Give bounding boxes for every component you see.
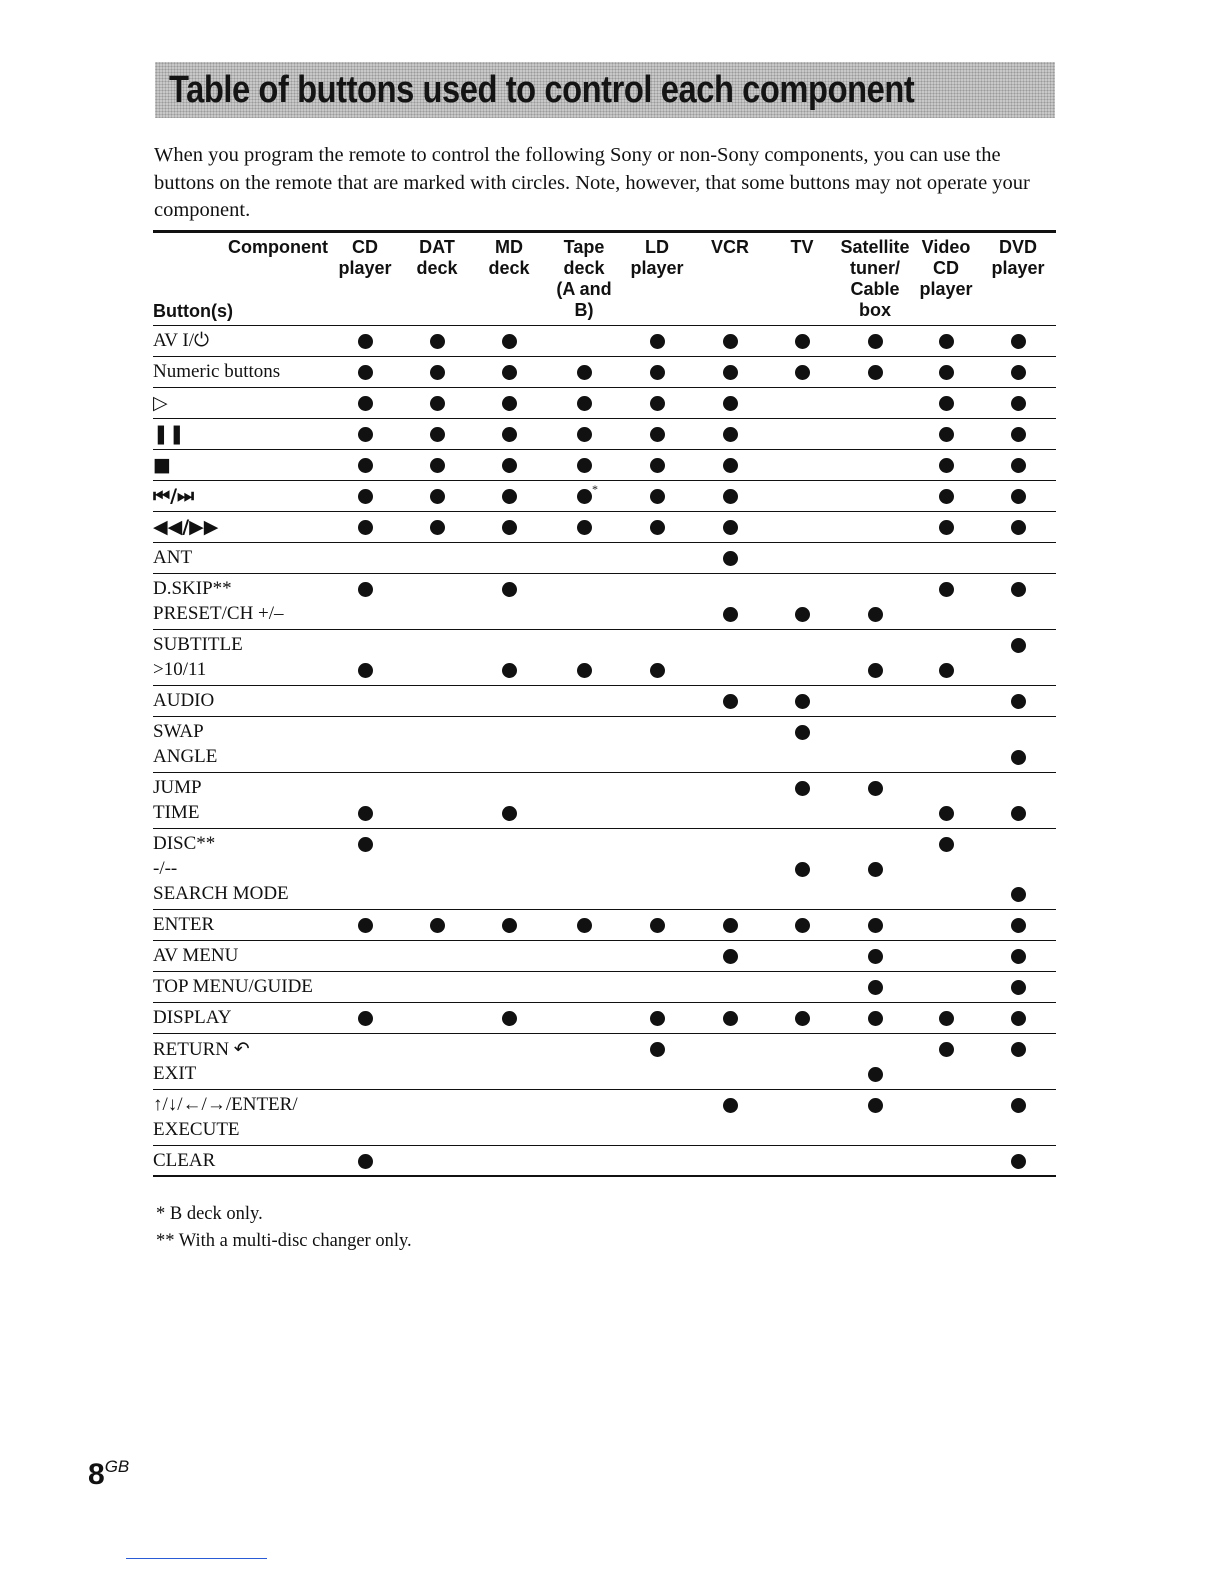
support-dot [1011, 949, 1026, 964]
button-label: TOP MENU/GUIDE [153, 975, 313, 997]
column-header-line: (A and [556, 279, 612, 299]
support-dot [795, 694, 810, 709]
button-label: ANGLE [153, 745, 218, 767]
support-dot [1011, 458, 1026, 473]
button-label: ▷ [153, 391, 168, 414]
column-header-line: player [919, 279, 973, 299]
column-header-line: deck [488, 258, 530, 278]
support-dot [430, 334, 445, 349]
support-dot [795, 365, 810, 380]
support-dot [868, 334, 883, 349]
support-dot [723, 949, 738, 964]
support-dot [868, 365, 883, 380]
support-dot [358, 1154, 373, 1169]
column-header-line: Tape [563, 237, 605, 257]
support-dot [502, 918, 517, 933]
support-dot [1011, 1011, 1026, 1026]
button-label: D.SKIP** [153, 577, 232, 599]
support-dot [868, 1011, 883, 1026]
support-dot [723, 458, 738, 473]
support-dot [1011, 520, 1026, 535]
button-label: JUMP [153, 776, 202, 798]
support-dot [577, 365, 592, 380]
support-dot [502, 427, 517, 442]
support-dot [939, 837, 954, 852]
support-dot [430, 918, 445, 933]
support-dot [650, 489, 665, 504]
support-dot [939, 663, 954, 678]
support-dot [795, 1011, 810, 1026]
support-dot [650, 1011, 665, 1026]
button-label: SWAP [153, 720, 204, 742]
support-dot [939, 520, 954, 535]
support-dot [868, 862, 883, 877]
support-dot [939, 489, 954, 504]
bottom-rule [126, 1558, 267, 1559]
support-dot [1011, 582, 1026, 597]
support-dot [723, 1011, 738, 1026]
table-header [153, 233, 1056, 326]
table-row [153, 1003, 1056, 1034]
button-label: ANT [153, 546, 193, 568]
support-dot [358, 334, 373, 349]
support-dot [430, 520, 445, 535]
support-dot [650, 520, 665, 535]
support-dot [358, 663, 373, 678]
support-dot [358, 489, 373, 504]
support-dot [723, 607, 738, 622]
support-dot [502, 806, 517, 821]
button-label: RETURN ↶ [153, 1038, 250, 1060]
support-dot [1011, 489, 1026, 504]
column-header-line: Satellite [840, 237, 910, 257]
table-row [153, 357, 1056, 388]
support-dot [650, 427, 665, 442]
button-label: ■ [153, 453, 171, 476]
support-dot [795, 862, 810, 877]
support-dot [723, 365, 738, 380]
button-label: >10/11 [153, 658, 207, 680]
support-dot [577, 663, 592, 678]
table-row [153, 1146, 1056, 1177]
table-row [153, 910, 1056, 941]
support-dot [723, 694, 738, 709]
support-dot [939, 458, 954, 473]
table-row [153, 512, 1056, 543]
button-label: ◀◀/▶▶ [153, 515, 219, 538]
support-dot [795, 918, 810, 933]
support-dot [577, 520, 592, 535]
support-dot [1011, 1154, 1026, 1169]
support-dot [795, 334, 810, 349]
support-dot [502, 663, 517, 678]
support-dot [795, 781, 810, 796]
page-suffix: GB [104, 1457, 130, 1476]
support-dot [358, 365, 373, 380]
button-label: ↑/↓/←/→/ENTER/ [153, 1093, 298, 1115]
button-label: AUDIO [153, 689, 215, 711]
button-label: ⏮/⏭ [153, 484, 195, 507]
support-dot [650, 918, 665, 933]
support-dot [868, 663, 883, 678]
title-banner [155, 62, 1055, 118]
button-label: SUBTITLE [153, 633, 243, 655]
table-row [153, 941, 1056, 972]
support-dot [1011, 1098, 1026, 1113]
support-dot [502, 582, 517, 597]
support-dot [1011, 980, 1026, 995]
support-dot [1011, 396, 1026, 411]
support-dot [502, 396, 517, 411]
table-row [153, 686, 1056, 717]
column-header-line: Video [921, 237, 971, 257]
button-label: Numeric buttons [153, 360, 281, 382]
column-header-line: CD [352, 237, 378, 257]
support-dot [1011, 694, 1026, 709]
support-dot [650, 663, 665, 678]
button-label: DISC** [153, 832, 216, 854]
support-dot [650, 458, 665, 473]
support-dot [939, 806, 954, 821]
support-dot [868, 607, 883, 622]
support-dot [868, 949, 883, 964]
footnote: * B deck only. [156, 1204, 263, 1224]
support-dot [868, 980, 883, 995]
support-dot [502, 1011, 517, 1026]
support-dot [430, 365, 445, 380]
table-row [153, 829, 1056, 910]
table-row [153, 388, 1056, 419]
support-dot [577, 489, 592, 504]
support-dot [502, 458, 517, 473]
button-label: SEARCH MODE [153, 882, 289, 904]
support-dot [502, 365, 517, 380]
button-label: TIME [153, 801, 200, 823]
column-header-line: Cable [850, 279, 900, 299]
support-dot [723, 396, 738, 411]
support-dot [868, 781, 883, 796]
support-dot [939, 1011, 954, 1026]
column-header-line: deck [416, 258, 458, 278]
column-header-line: box [858, 300, 891, 320]
support-dot [939, 427, 954, 442]
table-row [153, 1034, 1056, 1090]
column-header-line: player [630, 258, 684, 278]
footnotes [156, 1201, 412, 1255]
support-dot [939, 396, 954, 411]
table-row [153, 481, 1056, 512]
support-dot [358, 582, 373, 597]
column-header-line: DVD [998, 237, 1037, 257]
support-dot [723, 1098, 738, 1113]
button-label: ENTER [153, 913, 215, 935]
intro-paragraph: When you program the remote to control the following Sony or non-Sony components, you can use the buttons on the remote that are marked with circles. Note, however, that some buttons may not operate your component. [154, 144, 1030, 221]
button-component-table [153, 230, 1056, 1177]
support-dot [868, 1067, 883, 1082]
column-header-line: B) [574, 300, 594, 320]
table-body [153, 326, 1056, 1177]
column-header-line: deck [563, 258, 605, 278]
column-header-line: player [991, 258, 1045, 278]
table-row [153, 630, 1056, 686]
support-dot [650, 396, 665, 411]
table-row [153, 972, 1056, 1003]
support-dot [358, 520, 373, 535]
support-dot [1011, 1042, 1026, 1057]
support-dot [795, 607, 810, 622]
column-header-line: MD [495, 237, 523, 257]
button-label: AV MENU [153, 944, 239, 966]
support-dot [1011, 365, 1026, 380]
support-dot [577, 427, 592, 442]
support-dot [650, 1042, 665, 1057]
column-header-line: LD [645, 237, 669, 257]
table-row [153, 773, 1056, 829]
support-dot [502, 489, 517, 504]
support-dot [502, 520, 517, 535]
button-label: DISPLAY [153, 1006, 232, 1028]
support-dot [868, 1098, 883, 1113]
support-dot [939, 334, 954, 349]
column-header-line: VCR [710, 237, 749, 257]
support-dot [358, 918, 373, 933]
support-dot [1011, 750, 1026, 765]
page-number [88, 1457, 129, 1492]
support-dot [650, 365, 665, 380]
button-label: PRESET/CH +/– [153, 602, 284, 624]
support-dot [430, 427, 445, 442]
support-dot [795, 725, 810, 740]
buttons-header: Button(s) [153, 301, 233, 321]
support-dot [577, 396, 592, 411]
column-header-line: CD [933, 258, 959, 278]
table-row [153, 326, 1056, 357]
table-row [153, 543, 1056, 574]
table-row [153, 717, 1056, 773]
table-row [153, 574, 1056, 630]
table-row [153, 1090, 1056, 1146]
support-dot [723, 520, 738, 535]
column-header-line: DAT [419, 237, 455, 257]
support-dot [723, 551, 738, 566]
support-dot [1011, 806, 1026, 821]
support-dot [577, 918, 592, 933]
button-label: EXIT [153, 1062, 197, 1084]
page-title: Table of buttons used to control each component [169, 69, 915, 111]
support-dot [868, 918, 883, 933]
support-dot [358, 837, 373, 852]
support-dot [723, 489, 738, 504]
column-header [973, 237, 1063, 279]
table-row [153, 419, 1056, 450]
support-dot [358, 396, 373, 411]
support-dot [723, 334, 738, 349]
button-label: EXECUTE [153, 1118, 240, 1140]
button-label: -/-- [153, 857, 178, 879]
support-dot [1011, 427, 1026, 442]
support-dot [939, 365, 954, 380]
button-label: AV I/⏻ [153, 329, 210, 351]
support-dot [1011, 918, 1026, 933]
support-dot [358, 427, 373, 442]
footnote: ** With a multi-disc changer only. [156, 1231, 412, 1251]
support-dot [430, 396, 445, 411]
support-dot [430, 489, 445, 504]
column-header-line: tuner/ [849, 258, 900, 278]
column-header-line: player [338, 258, 392, 278]
support-dot [939, 1042, 954, 1057]
support-dot [1011, 887, 1026, 902]
support-dot [723, 918, 738, 933]
support-dot [358, 806, 373, 821]
support-dot [1011, 638, 1026, 653]
support-dot [358, 1011, 373, 1026]
table-row [153, 450, 1056, 481]
button-label: ❚❚ [153, 422, 185, 445]
support-dot [577, 458, 592, 473]
footnote-marker: * [592, 481, 598, 496]
support-dot [1011, 334, 1026, 349]
support-dot [430, 458, 445, 473]
support-dot [650, 334, 665, 349]
column-header-line: TV [790, 237, 814, 257]
button-label: CLEAR [153, 1149, 216, 1171]
support-dot [723, 427, 738, 442]
page-number-value: 8 [88, 1458, 105, 1491]
component-header: Component [228, 237, 328, 257]
support-dot [358, 458, 373, 473]
support-dot [939, 582, 954, 597]
support-dot [502, 334, 517, 349]
